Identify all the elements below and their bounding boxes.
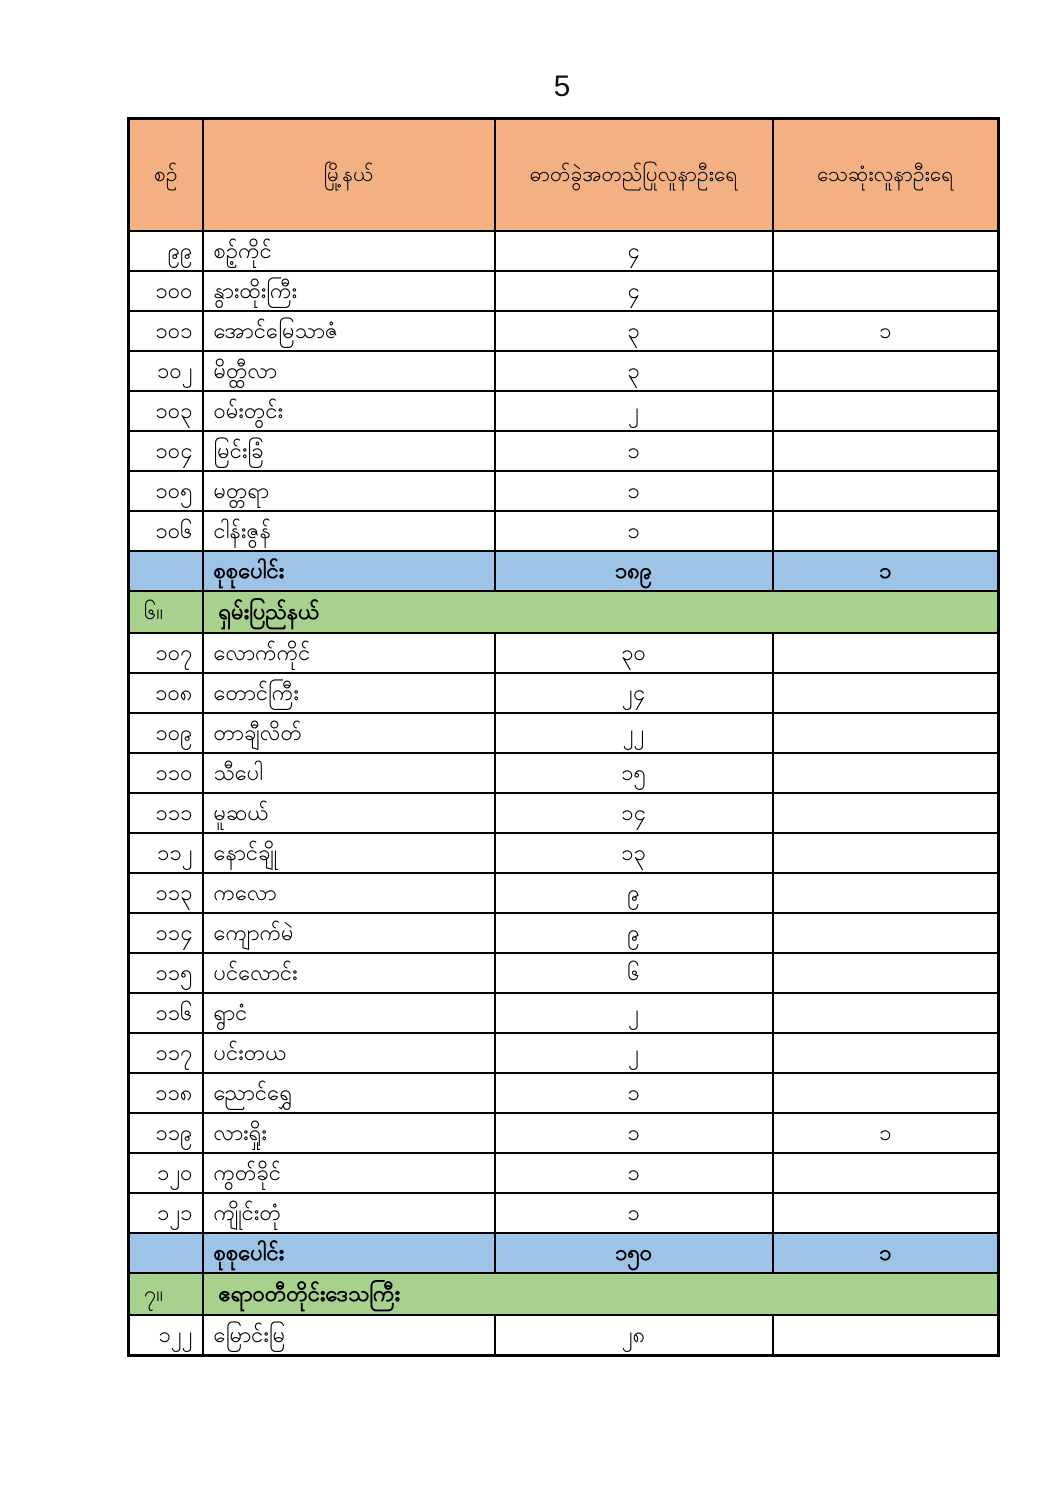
serial-cell bbox=[129, 551, 203, 591]
confirmed-count-cell: ၁ bbox=[495, 511, 773, 551]
confirmed-count-cell: ၃ bbox=[495, 311, 773, 351]
serial-cell: ၁၀၄ bbox=[129, 431, 203, 471]
death-count-cell bbox=[773, 1315, 999, 1355]
township-name-cell: နွားထိုးကြီး bbox=[203, 271, 495, 311]
total-label-cell: စုစုပေါင်း bbox=[203, 551, 495, 591]
serial-cell: ၁၀၆ bbox=[129, 511, 203, 551]
serial-cell: ၁၁၀ bbox=[129, 753, 203, 793]
township-row bbox=[129, 833, 999, 873]
township-name-cell: မတ္တရာ bbox=[203, 471, 495, 511]
death-count-cell bbox=[773, 1073, 999, 1113]
township-row bbox=[129, 753, 999, 793]
serial-cell: ၁၁၈ bbox=[129, 1073, 203, 1113]
township-name-cell: ဝမ်းတွင်း bbox=[203, 391, 495, 431]
confirmed-count-cell: ၁ bbox=[495, 431, 773, 471]
township-name-cell: သီပေါ bbox=[203, 753, 495, 793]
township-name-cell: ရွာငံ bbox=[203, 993, 495, 1033]
serial-cell: ၁၁၂ bbox=[129, 833, 203, 873]
confirmed-count-cell: ၁ bbox=[495, 471, 773, 511]
section-number-cell: ၇။ bbox=[129, 1273, 203, 1315]
death-count-cell bbox=[773, 1033, 999, 1073]
township-row bbox=[129, 953, 999, 993]
death-count-cell bbox=[773, 953, 999, 993]
township-name-cell: ပင်လောင်း bbox=[203, 953, 495, 993]
confirmed-count-cell: ၁၅ bbox=[495, 753, 773, 793]
death-count-cell bbox=[773, 833, 999, 873]
col-header-confirmed: ဓာတ်ခွဲအတည်ပြုလူနာဦးရေ bbox=[495, 119, 773, 232]
death-count-cell bbox=[773, 391, 999, 431]
township-row bbox=[129, 713, 999, 753]
township-name-cell: ငါန်းဇွန် bbox=[203, 511, 495, 551]
death-count-cell bbox=[773, 231, 999, 271]
death-count-cell bbox=[773, 673, 999, 713]
death-count-cell bbox=[773, 713, 999, 753]
confirmed-count-cell: ၂ bbox=[495, 993, 773, 1033]
township-row bbox=[129, 231, 999, 271]
confirmed-count-cell: ၉ bbox=[495, 913, 773, 953]
township-name-cell: မိတ္ထီလာ bbox=[203, 351, 495, 391]
township-row bbox=[129, 1033, 999, 1073]
township-name-cell: ပင်းတယ bbox=[203, 1033, 495, 1073]
table-header-row bbox=[129, 119, 999, 232]
death-count-cell bbox=[773, 1193, 999, 1233]
death-count-cell bbox=[773, 913, 999, 953]
death-count-cell bbox=[773, 753, 999, 793]
township-name-cell: လားရှိုး bbox=[203, 1113, 495, 1153]
serial-cell: ၁၀၀ bbox=[129, 271, 203, 311]
township-name-cell: ကျောက်မဲ bbox=[203, 913, 495, 953]
township-name-cell: မူဆယ် bbox=[203, 793, 495, 833]
township-row bbox=[129, 793, 999, 833]
township-name-cell: အောင်မြေသာဇံ bbox=[203, 311, 495, 351]
total-row bbox=[129, 1233, 999, 1273]
township-row bbox=[129, 913, 999, 953]
township-name-cell: စဉ့်ကိုင် bbox=[203, 231, 495, 271]
death-count-cell: ၁ bbox=[773, 1113, 999, 1153]
serial-cell: ၉၉ bbox=[129, 231, 203, 271]
serial-cell: ၁၀၅ bbox=[129, 471, 203, 511]
confirmed-count-cell: ၂၂ bbox=[495, 713, 773, 753]
township-case-table bbox=[127, 117, 1000, 1357]
col-header-serial: စဉ် bbox=[129, 119, 203, 232]
section-number-cell: ၆။ bbox=[129, 591, 203, 633]
township-row bbox=[129, 873, 999, 913]
confirmed-total-cell: ၁၈၉ bbox=[495, 551, 773, 591]
township-row bbox=[129, 633, 999, 673]
township-name-cell: တောင်ကြီး bbox=[203, 673, 495, 713]
serial-cell: ၁၁၁ bbox=[129, 793, 203, 833]
township-row bbox=[129, 1153, 999, 1193]
section-header-row bbox=[129, 591, 999, 633]
death-count-cell bbox=[773, 793, 999, 833]
township-row bbox=[129, 1073, 999, 1113]
serial-cell: ၁၂၀ bbox=[129, 1153, 203, 1193]
death-count-cell bbox=[773, 633, 999, 673]
serial-cell: ၁၀၃ bbox=[129, 391, 203, 431]
death-count-cell bbox=[773, 431, 999, 471]
death-count-cell bbox=[773, 1153, 999, 1193]
death-count-cell: ၁ bbox=[773, 311, 999, 351]
serial-cell: ၁၁၅ bbox=[129, 953, 203, 993]
township-row bbox=[129, 271, 999, 311]
township-name-cell: နောင်ချို bbox=[203, 833, 495, 873]
township-row bbox=[129, 311, 999, 351]
township-name-cell: ညောင်ရွှေ bbox=[203, 1073, 495, 1113]
township-name-cell: မြောင်းမြ bbox=[203, 1315, 495, 1355]
death-total-cell: ၁ bbox=[773, 1233, 999, 1273]
serial-cell: ၁၁၃ bbox=[129, 873, 203, 913]
confirmed-count-cell: ၂၄ bbox=[495, 673, 773, 713]
serial-cell: ၁၀၁ bbox=[129, 311, 203, 351]
confirmed-count-cell: ၄ bbox=[495, 271, 773, 311]
death-count-cell bbox=[773, 271, 999, 311]
confirmed-count-cell: ၁၄ bbox=[495, 793, 773, 833]
serial-cell bbox=[129, 1233, 203, 1273]
township-row bbox=[129, 471, 999, 511]
confirmed-count-cell: ၉ bbox=[495, 873, 773, 913]
serial-cell: ၁၀၇ bbox=[129, 633, 203, 673]
serial-cell: ၁၁၆ bbox=[129, 993, 203, 1033]
serial-cell: ၁၀၉ bbox=[129, 713, 203, 753]
confirmed-count-cell: ၁၃ bbox=[495, 833, 773, 873]
serial-cell: ၁၁၄ bbox=[129, 913, 203, 953]
col-header-township: မြို့နယ် bbox=[203, 119, 495, 232]
serial-cell: ၁၁၇ bbox=[129, 1033, 203, 1073]
confirmed-count-cell: ၄ bbox=[495, 231, 773, 271]
death-count-cell bbox=[773, 873, 999, 913]
serial-cell: ၁၂၂ bbox=[129, 1315, 203, 1355]
township-name-cell: မြင်းခြံ bbox=[203, 431, 495, 471]
death-total-cell: ၁ bbox=[773, 551, 999, 591]
serial-cell: ၁၂၁ bbox=[129, 1193, 203, 1233]
confirmed-count-cell: ၂ bbox=[495, 391, 773, 431]
confirmed-count-cell: ၁ bbox=[495, 1153, 773, 1193]
death-count-cell bbox=[773, 993, 999, 1033]
page-number: 5 bbox=[553, 70, 571, 103]
township-row bbox=[129, 351, 999, 391]
township-row bbox=[129, 391, 999, 431]
death-count-cell bbox=[773, 471, 999, 511]
township-name-cell: ကလော bbox=[203, 873, 495, 913]
col-header-deaths: သေဆုံးလူနာဦးရေ bbox=[773, 119, 999, 232]
confirmed-count-cell: ၁ bbox=[495, 1073, 773, 1113]
township-row bbox=[129, 431, 999, 471]
serial-cell: ၁၀၈ bbox=[129, 673, 203, 713]
section-label-cell: ရှမ်းပြည်နယ် bbox=[203, 591, 999, 633]
confirmed-total-cell: ၁၅၀ bbox=[495, 1233, 773, 1273]
death-count-cell bbox=[773, 351, 999, 391]
township-row bbox=[129, 673, 999, 713]
total-label-cell: စုစုပေါင်း bbox=[203, 1233, 495, 1273]
serial-cell: ၁၀၂ bbox=[129, 351, 203, 391]
confirmed-count-cell: ၁ bbox=[495, 1113, 773, 1153]
confirmed-count-cell: ၂၈ bbox=[495, 1315, 773, 1355]
township-row bbox=[129, 1315, 999, 1355]
death-count-cell bbox=[773, 511, 999, 551]
township-row bbox=[129, 511, 999, 551]
township-name-cell: လောက်ကိုင် bbox=[203, 633, 495, 673]
confirmed-count-cell: ၃၀ bbox=[495, 633, 773, 673]
confirmed-count-cell: ၂ bbox=[495, 1033, 773, 1073]
township-row bbox=[129, 1113, 999, 1153]
confirmed-count-cell: ၃ bbox=[495, 351, 773, 391]
township-row bbox=[129, 1193, 999, 1233]
section-header-row bbox=[129, 1273, 999, 1315]
section-label-cell: ဧရာဝတီတိုင်းဒေသကြီး bbox=[203, 1273, 999, 1315]
confirmed-count-cell: ၆ bbox=[495, 953, 773, 993]
township-row bbox=[129, 993, 999, 1033]
township-name-cell: ကွတ်ခိုင် bbox=[203, 1153, 495, 1193]
confirmed-count-cell: ၁ bbox=[495, 1193, 773, 1233]
total-row bbox=[129, 551, 999, 591]
township-name-cell: ကျိုင်းတုံ bbox=[203, 1193, 495, 1233]
township-name-cell: တာချီလိတ် bbox=[203, 713, 495, 753]
serial-cell: ၁၁၉ bbox=[129, 1113, 203, 1153]
